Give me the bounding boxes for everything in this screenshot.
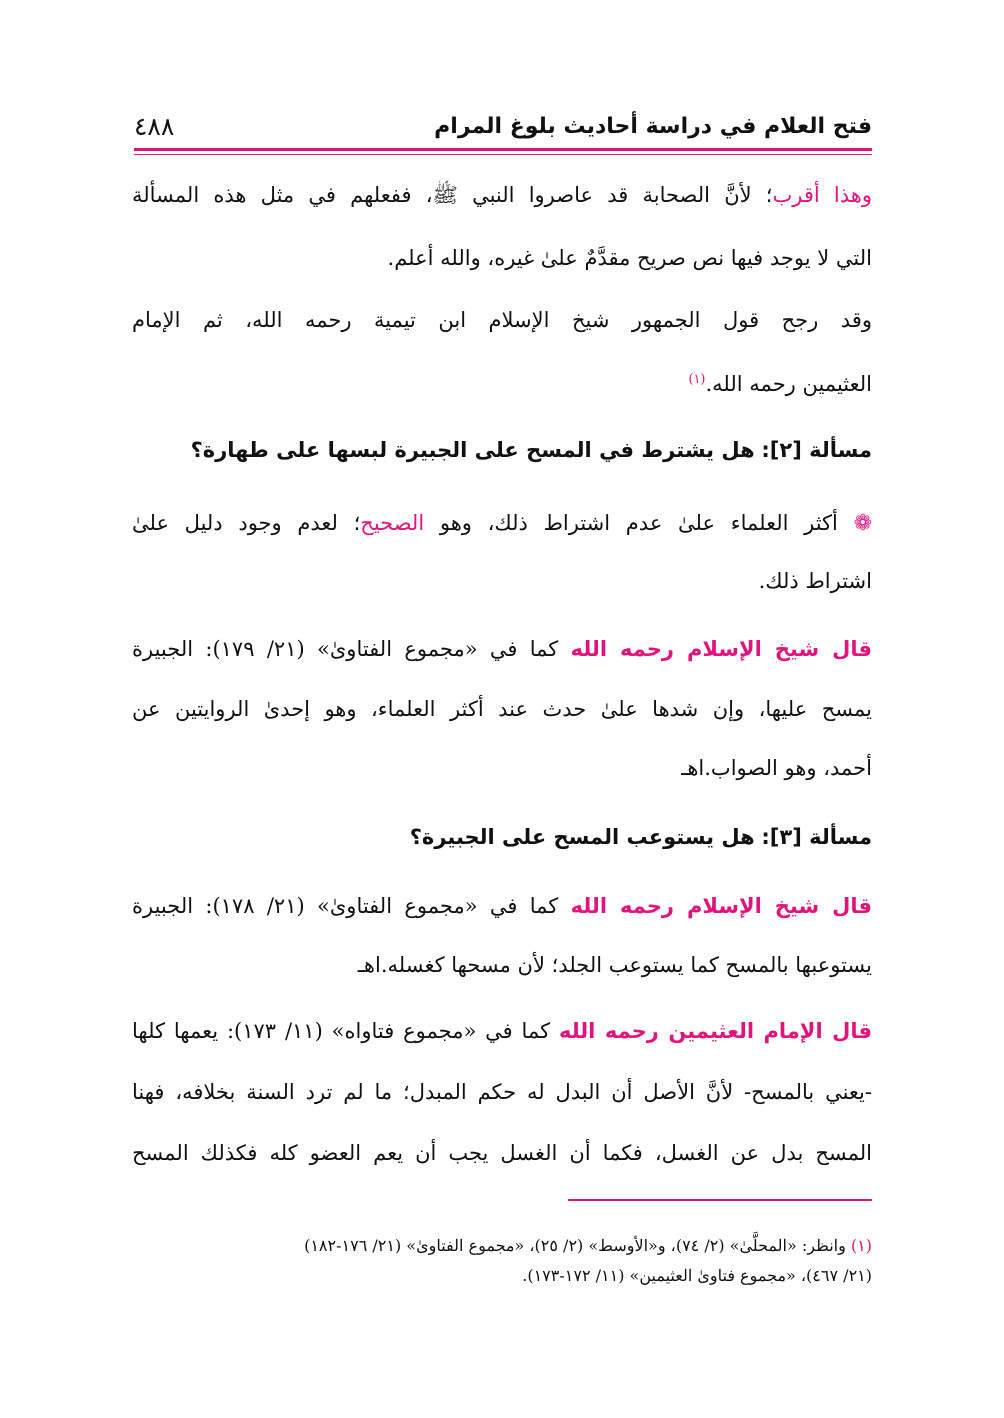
question-text: هل يشترط في المسح على الجبيرة لبسها على طهارة؟	[190, 438, 755, 462]
question-heading	[132, 435, 872, 465]
paragraph-line	[132, 634, 872, 664]
paragraph-line	[132, 508, 872, 539]
body-text: العثيمين رحمه الله.	[705, 372, 872, 396]
paragraph-line	[132, 180, 872, 210]
page-number: ٤٨٨	[134, 112, 175, 141]
book-title: فتح العلام في دراسة أحاديث بلوغ المرام	[434, 114, 872, 139]
paragraph-line: التي لا يوجد فيها نص صريح مقدَّمٌ علىٰ غيره، والله أعلم.	[387, 246, 872, 270]
paragraph-line	[132, 891, 872, 921]
paragraph-line	[132, 365, 872, 399]
paragraph-line: اشتراط ذلك.	[758, 569, 872, 593]
question-label: مسألة [٢]:	[761, 438, 872, 462]
header-rule-thin	[134, 154, 872, 155]
body-text: ؛ لعدم وجود دليل علىٰ	[132, 511, 361, 535]
highlight-text: الصحيح	[360, 511, 425, 535]
footnote-line	[132, 1234, 872, 1258]
footnote-number: (١)	[850, 1236, 872, 1255]
question-text: هل يستوعب المسح على الجبيرة؟	[409, 825, 755, 849]
paragraph-line: -يعني بالمسح- لأنَّ الأصل أن البدل له حكم المبدل؛ ما لم ترد السنة بخلافه، فهنا	[132, 1080, 872, 1104]
paragraph-line: وقد رجح قول الجمهور شيخ الإسلام ابن تيمية رحمه الله، ثم الإمام	[132, 308, 872, 332]
question-heading	[132, 822, 872, 852]
body-text: كما في «مجموع الفتاوىٰ» (٢١/ ١٧٩): الجبيرة	[132, 637, 571, 661]
flower-ornament-icon: ❁	[853, 511, 872, 536]
question-label: مسألة [٣]:	[761, 825, 872, 849]
highlight-text: وهذا أقرب	[772, 183, 872, 207]
paragraph-line: أحمد، وهو الصواب.اهـ	[681, 756, 872, 780]
header-rule-thick	[134, 148, 872, 151]
footnote-line: (٢١/ ٤٦٧)، «مجموع فتاوىٰ العثيمين» (١١/ ١٧٢-١٧٣).	[522, 1266, 872, 1285]
footnote-reference[interactable]: (١)	[688, 372, 706, 387]
quote-speaker: قال شيخ الإسلام رحمه الله	[570, 894, 872, 918]
paragraph-line: المسح بدل عن الغسل، فكما أن الغسل يجب أن يعم العضو كله فكذلك المسح	[132, 1141, 872, 1165]
body-text: ؛ لأنَّ الصحابة قد عاصروا النبي ﷺ، ففعلهم في مثل هذه المسألة	[132, 183, 773, 207]
body-text: كما في «مجموع الفتاوىٰ» (٢١/ ١٧٨): الجبيرة	[132, 894, 571, 918]
body-text: أكثر العلماء علىٰ عدم اشتراط ذلك، وهو	[424, 511, 838, 535]
running-header	[134, 112, 872, 146]
quote-speaker: قال الإمام العثيمين رحمه الله	[558, 1019, 873, 1043]
paragraph-line: يستوعبها بالمسح كما يستوعب الجلد؛ لأن مسحها كغسله.اهـ	[357, 953, 872, 977]
quote-speaker: قال شيخ الإسلام رحمه الله	[570, 637, 872, 661]
footnote-text: وانظر: «المحلَّىٰ» (٢/ ٧٤)، و«الأوسط» (٢/ ٢٥)، «مجموع الفتاوىٰ» (٢١/ ١٧٦-١٨٢)	[304, 1236, 851, 1255]
paragraph-line	[132, 1016, 872, 1046]
footnote-separator	[568, 1199, 872, 1201]
paragraph-line: يمسح عليها، وإن شدها علىٰ حدث عند أكثر العلماء، وهو إحدىٰ الروايتين عن	[132, 697, 872, 721]
body-text: كما في «مجموع فتاواه» (١١/ ١٧٣): يعمها كلها	[132, 1019, 559, 1043]
